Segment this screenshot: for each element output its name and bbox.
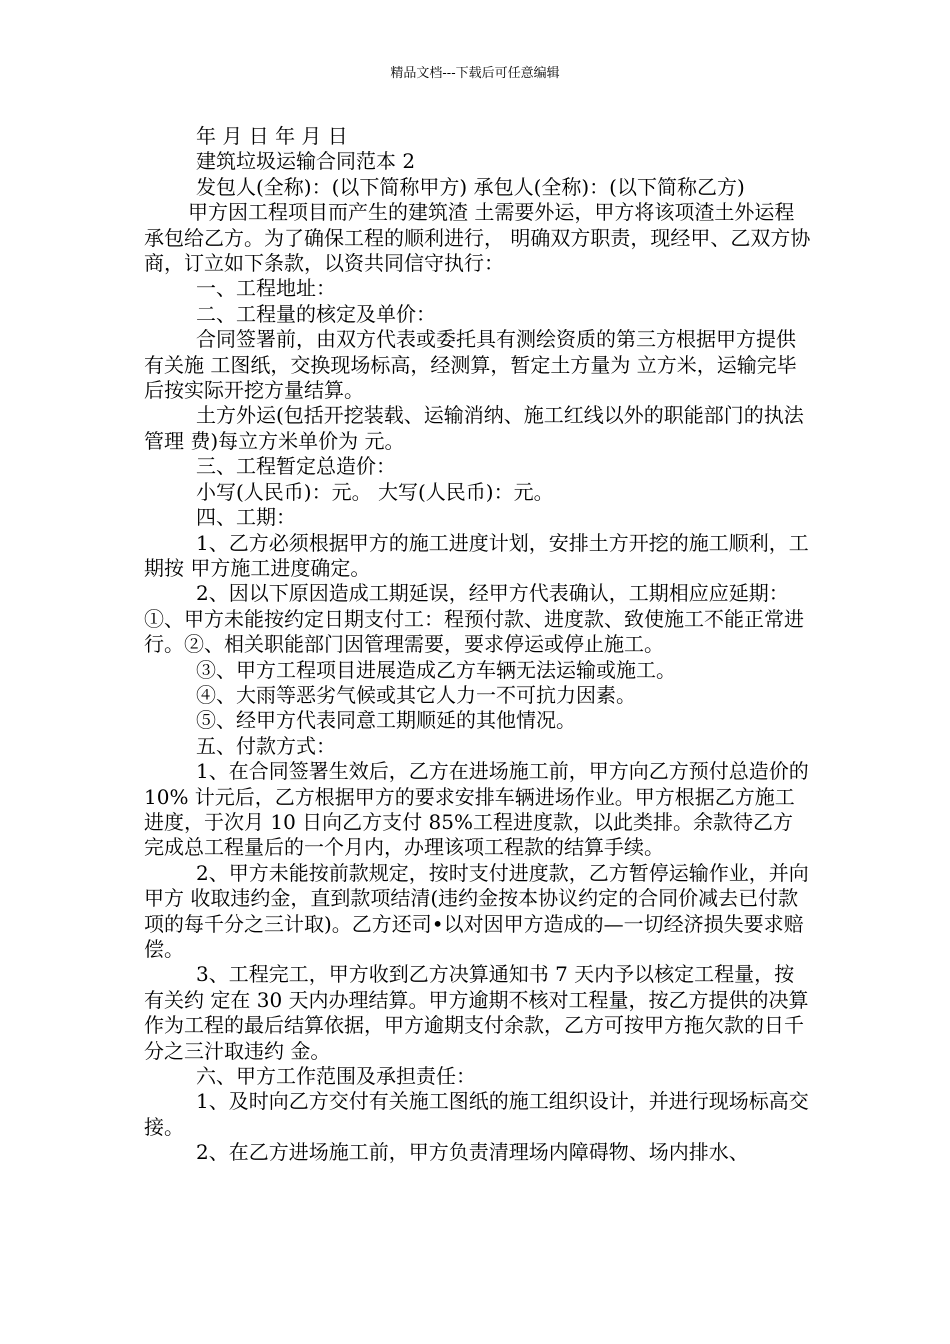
clause-paragraph: 3、工程完工，甲方收到乙方决算通知书 7 天内予以核定工程量，按有关约 定在 30 天内办理结算。甲方逾期不核对工程量，按乙方提供的决算作为工程的最后结算依据，甲方逾期支付余款，乙方可按甲方拖欠款的日千分之三汁取违约 金。 — [144, 962, 809, 1063]
section-heading: 一、工程地址： — [196, 276, 336, 301]
clause-paragraph: 2、甲方未能按前款规定，按时支付进度款，乙方暂停运输作业，并向甲方 收取违约金，直到款项结清(违约金按本协议约定的合同价减去已付款项的每千分之三计取)。乙方还司•以对因甲方造成的—一切经济损失要求赔偿。 — [144, 860, 809, 961]
clause-paragraph: 2、因以下原因造成工期延误，经甲方代表确认，工期相应应延期： ①、甲方未能按约定日期支付工：程预付款、进度款、致使施工不能正常进行。②、相关职能部门因管理需要，要求停运或停止施工。 — [144, 581, 804, 657]
clause-paragraph: 1、及时向乙方交付有关施工图纸的施工组织设计，并进行现场标高交接。 — [144, 1089, 809, 1139]
section-heading: 六、甲方工作范围及承担责任： — [196, 1064, 476, 1089]
clause-paragraph: ④、大雨等恶劣气候或其它人力一不可抗力因素。 — [196, 682, 636, 707]
section-heading: 四、工期： — [196, 505, 296, 530]
clause-paragraph: 2、在乙方进场施工前，甲方负责清理场内障碍物、场内排水、 — [196, 1140, 749, 1165]
section-heading: 二、工程量的核定及单价： — [196, 301, 436, 326]
section-heading: 三、工程暂定总造价： — [196, 454, 396, 479]
date-line: 年 月 日 年 月 日 — [196, 124, 348, 148]
parties-paragraph: 发包人(全称)：(以下简称甲方) 承包人(全称)：(以下简称乙方) — [196, 174, 745, 199]
intro-paragraph: 甲方因工程项目而产生的建筑渣 土需要外运，甲方将该项渣土外运程承包给乙方。为了确保工程的顺利进行， 明确双方职责，现经甲、乙双方协商，订立如下条款，以资共同信守执行： — [144, 200, 811, 276]
document-body — [144, 124, 812, 1166]
clause-paragraph: 小写(人民币)：元。 大写(人民币)：元。 — [196, 479, 554, 504]
document-title: 建筑垃圾运输合同范本 2 — [196, 149, 416, 174]
page-header: 精品文档---下载后可任意编辑 — [390, 66, 560, 81]
clause-paragraph: 1、在合同签署生效后，乙方在进场施工前，甲方向乙方预付总造价的 10% 计元后，乙方根据甲方的要求安排车辆进场作业。甲方根据乙方施工进度，于次月 10 日向乙方支付 85%工程进度款，以此类排。余款待乙方完成总工程量后的一个月内，办理该项工程款的结算手续。 — [144, 759, 809, 860]
clause-paragraph: 1、乙方必须根据甲方的施工进度计划，安排土方开挖的施工顺利，工期按 甲方施工进度确定。 — [144, 530, 809, 580]
clause-paragraph: 合同签署前，由双方代表或委托具有测绘资质的第三方根据甲方提供有关施 工图纸，交换现场标高，经测算，暂定土方量为 立方米，运输完毕后按实际开挖方量结算。 — [144, 327, 797, 403]
clause-paragraph: ⑤、经甲方代表同意工期顺延的其他情况。 — [196, 708, 576, 733]
clause-paragraph: 土方外运(包括开挖装载、运输消纳、施工红线以外的职能部门的执法管理 费)每立方米单价为 元。 — [144, 403, 804, 453]
clause-paragraph: ③、甲方工程项目进展造成乙方车辆无法运输或施工。 — [196, 657, 676, 682]
section-heading: 五、付款方式： — [196, 733, 336, 758]
